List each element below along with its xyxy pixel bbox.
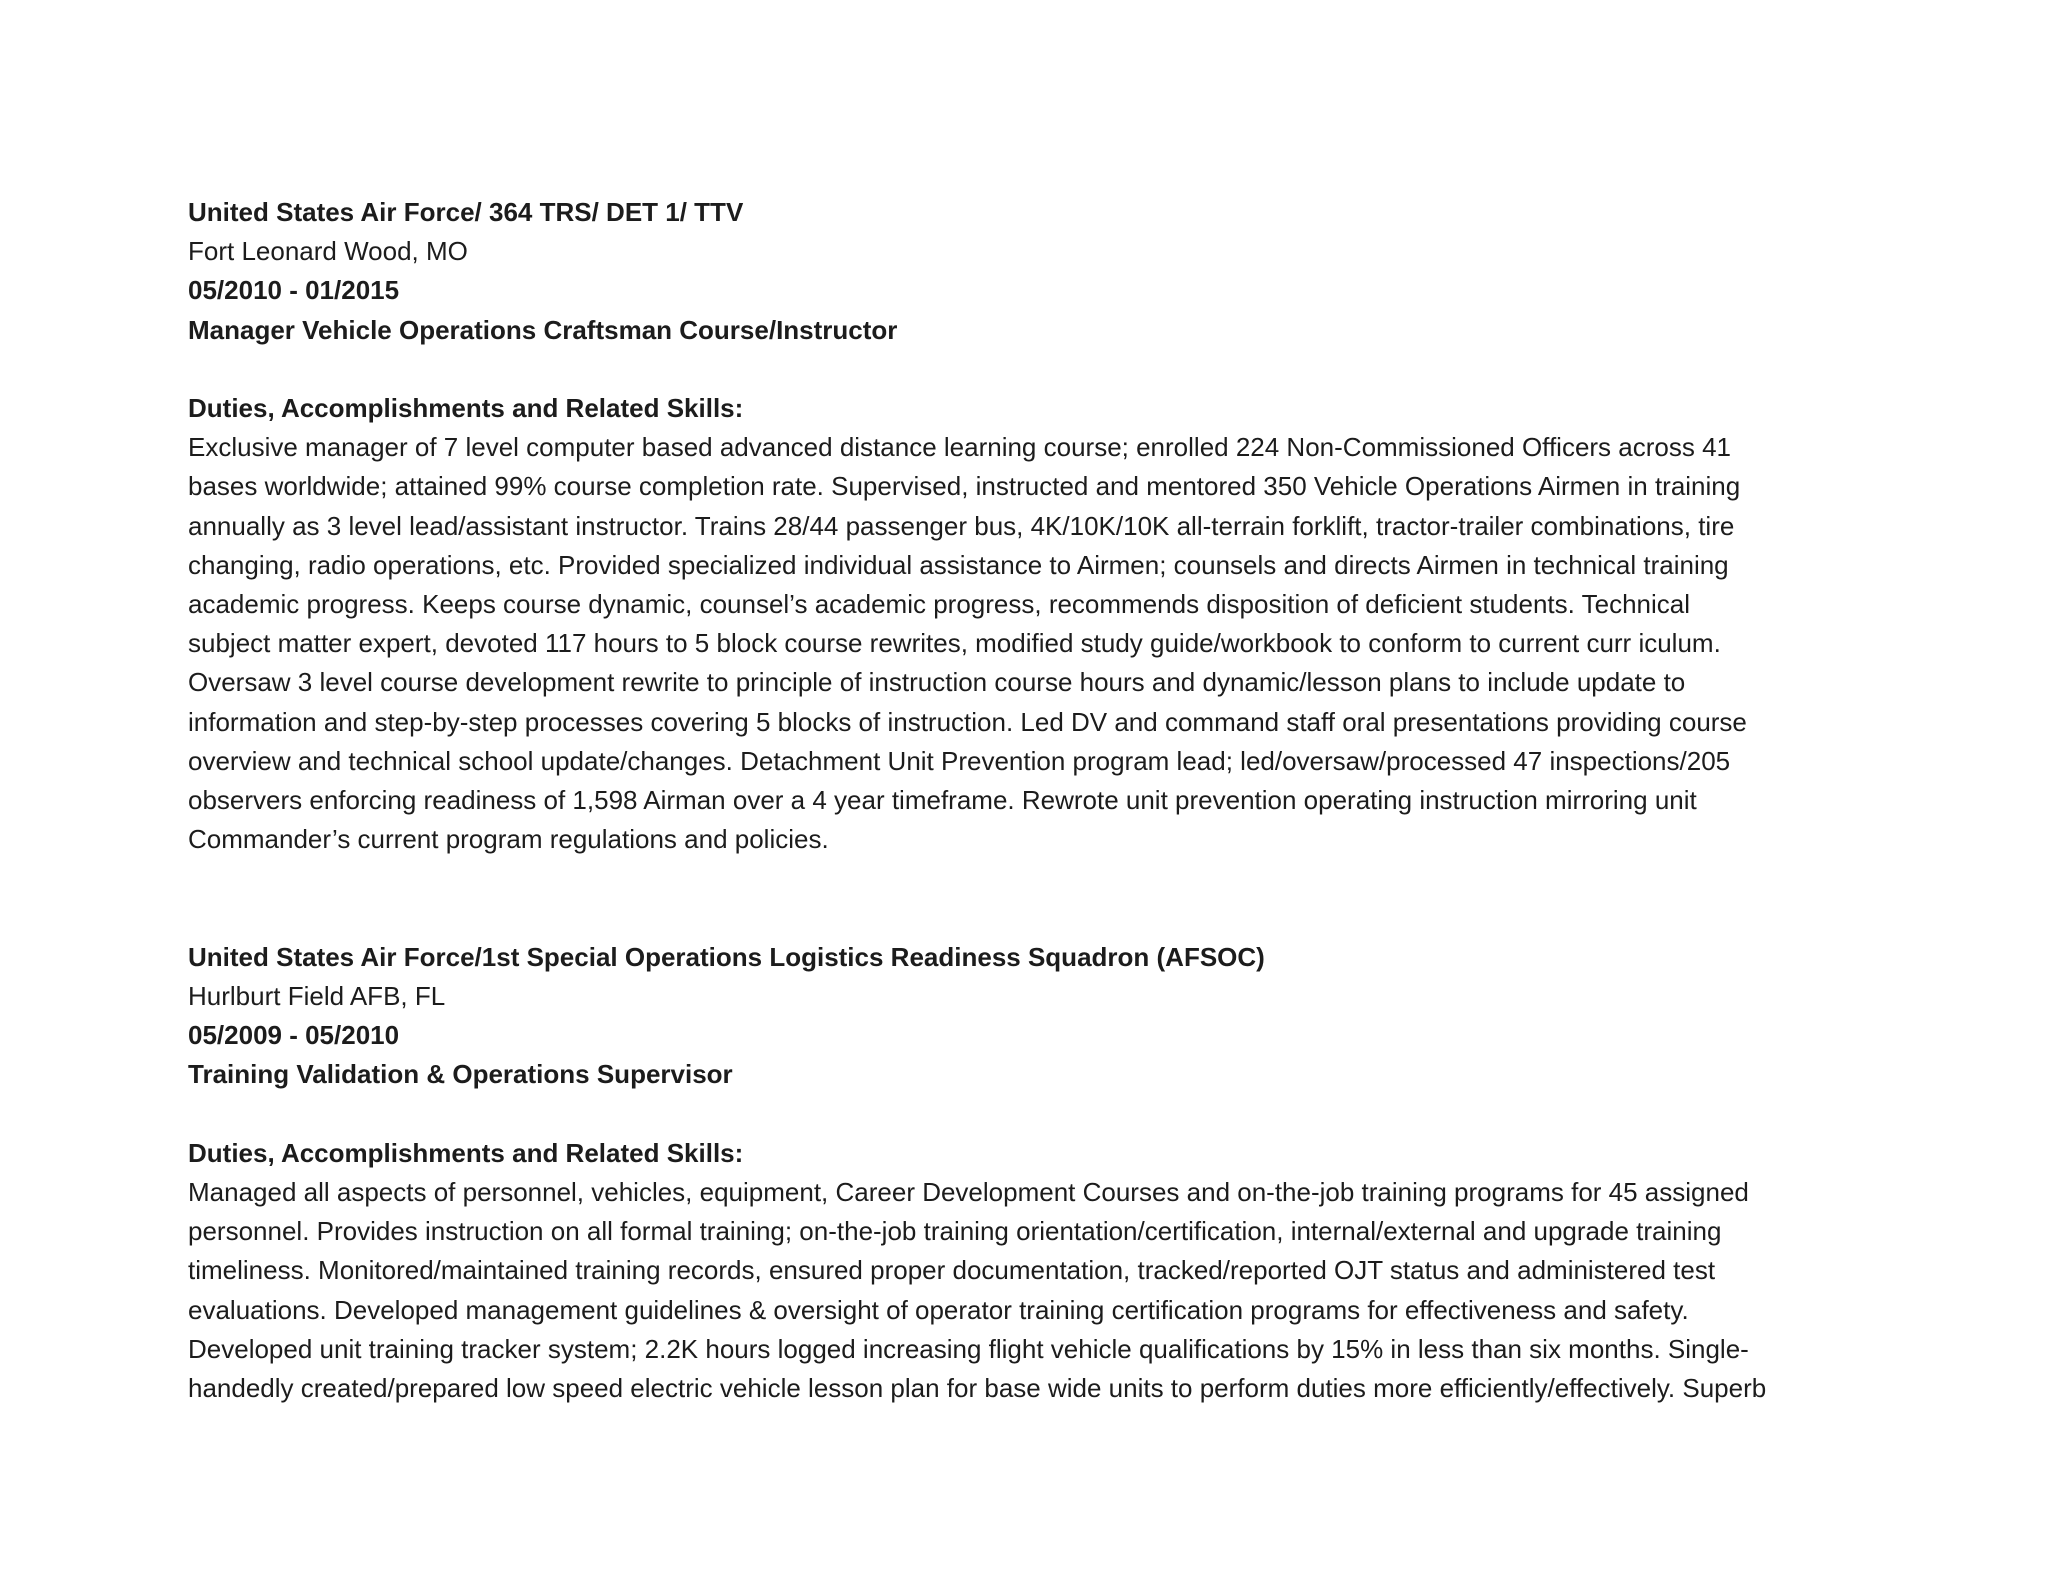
duties-paragraph (188, 1173, 1888, 1408)
duties-line: subject matter expert, devoted 117 hours to 5 block course rewrites, modified study guide/workbook to conform to current curr iculum. (188, 628, 1721, 659)
duties-line: personnel. Provides instruction on all formal training; on-the-job training orientation/certification, internal/external and upgrade training (188, 1216, 1722, 1247)
position-title: Training Validation & Operations Supervisor (188, 1059, 733, 1090)
duties-heading: Duties, Accomplishments and Related Skills: (188, 393, 744, 423)
resume-page (188, 193, 1888, 1408)
employment-dates: 05/2009 - 05/2010 (188, 1020, 400, 1051)
employment-entry-1 (188, 193, 1888, 859)
location: Fort Leonard Wood, MO (188, 236, 468, 267)
employment-entry-2 (188, 938, 1888, 1408)
spacer (188, 1095, 1888, 1134)
position-title: Manager Vehicle Operations Craftsman Course/Instructor (188, 314, 898, 345)
duties-line: academic progress. Keeps course dynamic, counsel’s academic progress, recommends disposition of deficient students. Technical (188, 589, 1691, 620)
location: Hurlburt Field AFB, FL (188, 981, 446, 1012)
organization: United States Air Force/1st Special Operations Logistics Readiness Squadron (AFSOC) (188, 941, 1265, 972)
duties-line: handedly created/prepared low speed electric vehicle lesson plan for base wide units to perform duties more efficiently/effectively. Superb (188, 1373, 1767, 1404)
organization: United States Air Force/ 364 TRS/ DET 1/ TTV (188, 197, 744, 227)
duties-heading: Duties, Accomplishments and Related Skills: (188, 1137, 744, 1168)
spacer (188, 859, 1888, 937)
duties-line: Developed unit training tracker system; 2.2K hours logged increasing flight vehicle qualifications by 15% in less than six months. Single- (188, 1333, 1749, 1364)
duties-line: Exclusive manager of 7 level computer based advanced distance learning course; enrolled 224 Non-Commissioned Officers across 41 (188, 432, 1732, 463)
employment-dates: 05/2010 - 01/2015 (188, 275, 400, 306)
spacer (188, 350, 1888, 389)
duties-line: annually as 3 level lead/assistant instructor. Trains 28/44 passenger bus, 4K/10K/10K all-terrain forklift, tractor-trailer combinations, tire (188, 510, 1735, 541)
duties-line: Managed all aspects of personnel, vehicles, equipment, Career Development Courses and on-the-job training programs for 45 assigned (188, 1177, 1749, 1208)
duties-line: information and step-by-step processes covering 5 blocks of instruction. Led DV and command staff oral presentations providing course (188, 706, 1747, 737)
duties-line: observers enforcing readiness of 1,598 Airman over a 4 year timeframe. Rewrote unit prevention operating instruction mirroring unit (188, 785, 1697, 816)
duties-line: overview and technical school update/changes. Detachment Unit Prevention program lead; led/oversaw/processed 47 inspections/205 (188, 745, 1731, 776)
duties-line: bases worldwide; attained 99% course completion rate. Supervised, instructed and mentored 350 Vehicle Operations Airmen in training (188, 471, 1741, 502)
duties-line: evaluations. Developed management guidelines & oversight of operator training certification programs for effectiveness and safety. (188, 1294, 1689, 1325)
duties-line: timeliness. Monitored/maintained training records, ensured proper documentation, tracked/reported OJT status and administered test (188, 1255, 1716, 1286)
duties-line: changing, radio operations, etc. Provided specialized individual assistance to Airmen; counsels and directs Airmen in technical training (188, 549, 1729, 580)
duties-paragraph (188, 428, 1888, 859)
duties-line: Oversaw 3 level course development rewrite to principle of instruction course hours and dynamic/lesson plans to include update to (188, 667, 1686, 698)
duties-line: Commander’s current program regulations and policies. (188, 824, 829, 855)
